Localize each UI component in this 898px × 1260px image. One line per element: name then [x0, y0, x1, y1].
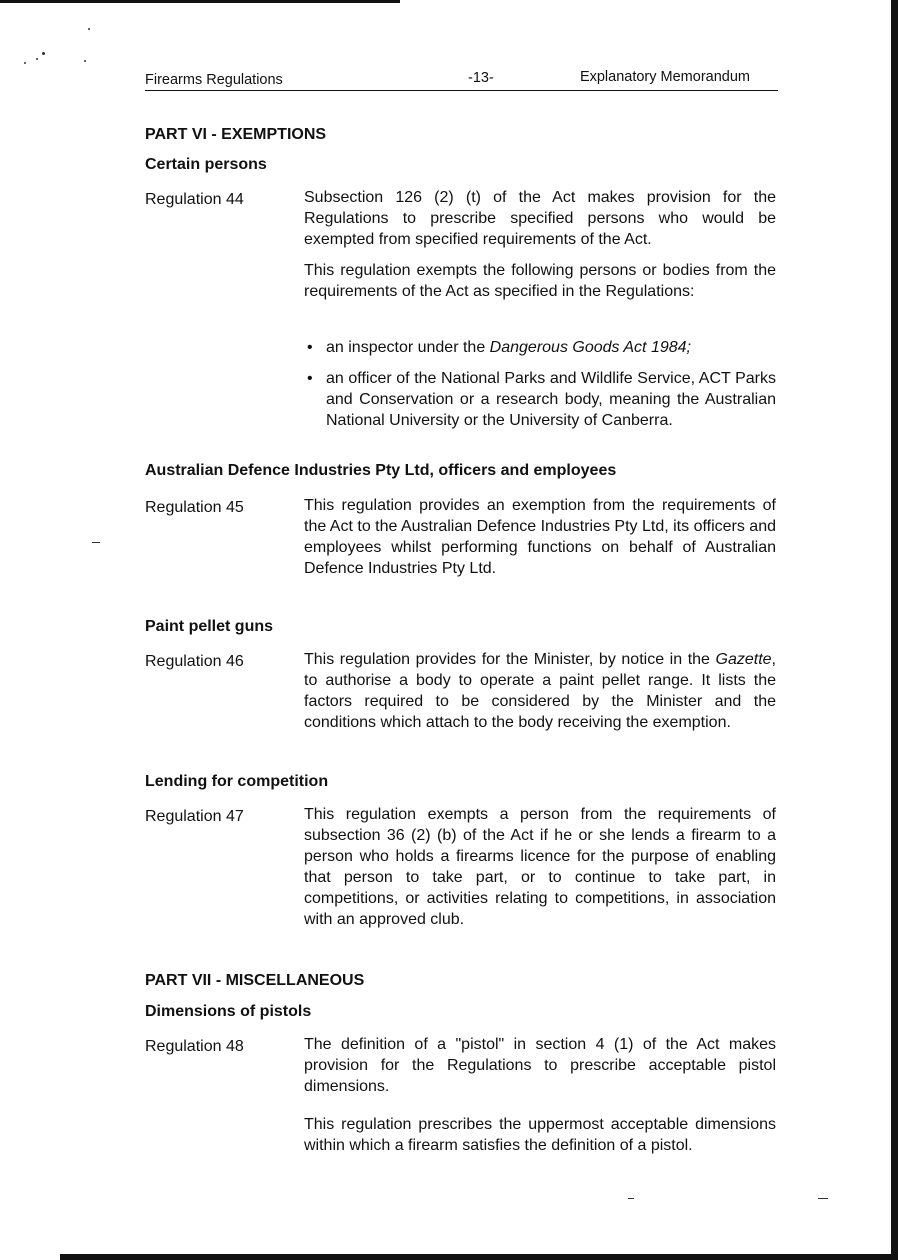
- scan-edge-top: [0, 0, 400, 3]
- header-document-title: Firearms Regulations: [145, 72, 283, 88]
- bullet-item: [304, 368, 776, 431]
- scan-speck: [24, 62, 26, 64]
- regulation-label: Regulation 47: [145, 808, 244, 825]
- section-heading: Australian Defence Industries Pty Ltd, officers and employees: [145, 462, 617, 479]
- bullet-text: an officer of the National Parks and Wildlife Service, ACT Parks and Conservation or a research body, meaning the Australian National University or the University of Canberra.: [326, 370, 776, 429]
- bullet-item: [304, 337, 776, 358]
- paragraph: This regulation provides an exemption from the requirements of the Act to the Australian Defence Industries Pty Ltd, its officers and employees whilst performing functions on behalf of Australian Defence Industries Pty Ltd.: [304, 497, 776, 577]
- scan-edge-bottom: [60, 1254, 898, 1260]
- scan-speck: [84, 60, 86, 62]
- scan-speck: [88, 28, 90, 30]
- scan-speck: [818, 1198, 828, 1199]
- regulation-label: Regulation 44: [145, 191, 244, 208]
- paragraph: This regulation exempts a person from the requirements of subsection 36 (2) (b) of the Act if he or she lends a firearm to a person who holds a firearms licence for the purpose of enabling that person to take part, or to continue to take part, in competitions, or activities relating to competitions, in association with an approved club.: [304, 806, 776, 928]
- header-document-type: Explanatory Memorandum: [579, 69, 750, 85]
- scan-speck: [92, 542, 100, 543]
- bullet-text: [326, 337, 776, 358]
- section-heading: Lending for competition: [145, 773, 329, 790]
- header-page-number: -13-: [468, 70, 494, 86]
- scan-speck: [42, 52, 45, 55]
- regulation-label: Regulation 46: [145, 653, 244, 670]
- paragraph-text: This regulation provides for the Minister, by notice in the: [304, 651, 716, 668]
- part-title: PART VII - MISCELLANEOUS: [145, 972, 365, 989]
- paragraph-text: , to authorise a body to operate a paint pellet range. It lists the factors required to be considered by the Minister and the conditions which attach to the body receiving the exemption.: [304, 651, 776, 731]
- section-heading: Certain persons: [145, 156, 267, 173]
- section-heading: Dimensions of pistols: [145, 1003, 312, 1020]
- paragraph: This regulation prescribes the uppermost acceptable dimensions within which a firearm satisfies the definition of a pistol.: [304, 1116, 776, 1154]
- regulation-label: Regulation 45: [145, 499, 244, 516]
- paragraph: Subsection 126 (2) (t) of the Act makes provision for the Regulations to prescribe specified persons who would be exempted from specified requirements of the Act.: [304, 189, 776, 248]
- act-title: Dangerous Goods Act 1984;: [489, 339, 691, 356]
- regulation-label: Regulation 48: [145, 1038, 244, 1055]
- scan-speck: [36, 58, 38, 60]
- scan-edge-right: [891, 0, 898, 1260]
- paragraph: This regulation exempts the following persons or bodies from the requirements of the Act as specified in the Regulations:: [304, 262, 776, 300]
- part-title: PART VI - EXEMPTIONS: [145, 126, 327, 143]
- paragraph: [304, 649, 776, 733]
- paragraph: The definition of a "pistol" in section 4 (1) of the Act makes provision for the Regulations to prescribe acceptable pistol dimensions.: [304, 1036, 776, 1095]
- section-heading: Paint pellet guns: [145, 618, 274, 635]
- bullet-text-plain: an inspector under the: [326, 339, 490, 356]
- running-header: [145, 68, 778, 91]
- bullet-icon: •: [307, 339, 313, 356]
- publication-title: Gazette: [715, 651, 772, 668]
- bullet-icon: •: [307, 370, 313, 387]
- scan-speck: [628, 1198, 634, 1199]
